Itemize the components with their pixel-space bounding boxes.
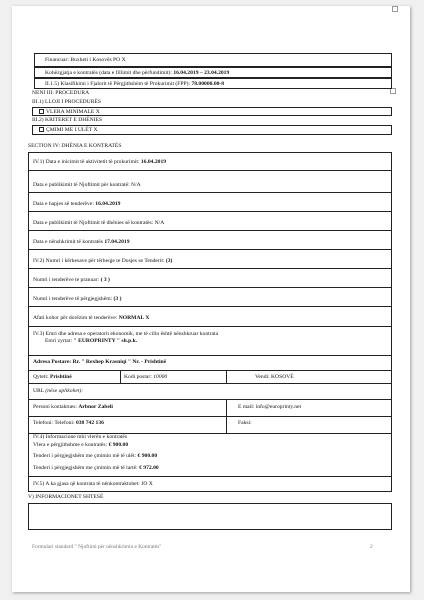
highest-tender-value: € 972.00 <box>139 465 159 471</box>
city-label: Qyteti: <box>33 374 49 380</box>
highest-tender-label: Tenderi i përgjegjshëm me çmimin më të lartë: <box>33 465 138 471</box>
tenders-received-value: ( 3 ) <box>100 277 110 283</box>
operator-heading: IV.3) Emri dhe adresa e operatorit ekonomik, me të cilin është nënshkruar kontrata <box>33 331 219 337</box>
financing-box <box>34 53 392 67</box>
signing-row <box>33 239 129 246</box>
url-row <box>33 388 83 395</box>
url-note: (nëse aplikohet): <box>45 388 84 394</box>
procedure-value-row <box>39 109 100 116</box>
postal-code-row <box>124 374 167 381</box>
award-notice: Data e publikimit të Njoftimit të dhënies së kontratës: N/A <box>33 220 165 226</box>
lowest-tender-row <box>33 453 157 460</box>
lowest-tender-value: € 900.00 <box>137 453 158 459</box>
subcontract-value: JO X <box>141 481 153 487</box>
section5-title: V) INFORMACIONET SHTESË <box>28 494 104 500</box>
procedure-value: VLERA MINIMALE X <box>46 109 100 115</box>
row-divider <box>29 306 391 307</box>
postal-code-label: Kodi postar: <box>124 374 152 380</box>
section4-title: SECTION IV: DHËNIA E KONTRATËS <box>28 143 122 149</box>
tenders-received-row <box>33 277 110 284</box>
country: Vendi: KOSOVË <box>255 374 294 380</box>
procedure-type-heading: III.1) LLOJI I PROCEDURËS <box>32 99 101 105</box>
lowest-tender-label: Tenderi i përgjegjshëm me çmimin më të ulët: <box>33 453 137 459</box>
docs-requested-row <box>33 258 172 265</box>
procedure-value-box <box>32 107 392 116</box>
contract-duration <box>45 70 229 77</box>
contact-value: Arbnor Zabeli <box>78 404 113 410</box>
cell-divider <box>226 370 227 383</box>
subcontract-label: IV.5) A ka gjasa që kontrata të nënkontraktohet: <box>33 481 140 487</box>
city-row <box>33 374 72 381</box>
phone-row <box>33 420 104 427</box>
row-divider <box>29 383 391 384</box>
cpv-box <box>34 78 392 89</box>
fax: Faksi: <box>238 420 252 426</box>
cell-divider <box>120 370 121 383</box>
row-divider <box>29 192 391 193</box>
contact-row <box>33 404 113 411</box>
contract-duration-value: 16.04.2019 – 23.04.2019 <box>173 70 230 76</box>
checkbox-icon[interactable] <box>39 127 44 132</box>
total-value-row <box>33 442 128 449</box>
signing-value: 17.04.2019 <box>104 239 130 245</box>
row-divider <box>29 170 391 171</box>
tenders-received-label: Numri i tenderëve te pranuar: <box>33 277 100 283</box>
start-date-label: IV.1) Data e inicimit të aktivitetit të prokurimit: <box>33 159 140 165</box>
tender-opening-label: Data e hapjes së tenderëve: <box>33 201 94 207</box>
city-value: Prishtinë <box>49 374 72 380</box>
standstill-value: NORMAL X <box>118 315 150 321</box>
cpv-code <box>45 81 224 88</box>
standstill-row <box>33 315 149 322</box>
start-date-row <box>33 159 166 166</box>
section3-title: NENI III: PROCEDURA <box>32 90 90 96</box>
tenders-evaluated-row <box>33 296 121 303</box>
phone-label: Telefoni: Telefoni: <box>33 420 75 426</box>
tenders-evaluated-value: (3 ) <box>113 296 122 302</box>
tenders-evaluated-label: Numri i tenderëve të përgjegjshëm: <box>33 296 113 302</box>
award-criteria-heading: III.2) KRITERET E DHËNIES <box>32 117 103 123</box>
page-corner-marker <box>392 6 398 12</box>
contact-label: Personi kontaktues: <box>33 404 77 410</box>
row-divider <box>29 211 391 212</box>
contract-duration-box <box>34 67 392 78</box>
cpv-value: 78.00000.00-8 <box>191 81 225 87</box>
award-value-row <box>39 127 97 134</box>
row-divider <box>29 370 391 371</box>
postal-code-value: 10000 <box>153 374 168 380</box>
row-divider <box>29 399 391 400</box>
row-divider <box>29 476 391 477</box>
highest-tender-row <box>33 465 159 472</box>
url-label: URL <box>33 388 44 394</box>
row-divider <box>29 416 391 417</box>
official-name-row <box>45 338 137 345</box>
email: E mail: info@europrinty.net <box>238 404 302 410</box>
official-name-value: " EUROPRINTY " sh.p.k. <box>73 338 138 344</box>
row-divider <box>29 355 391 356</box>
award-value: ÇMIMI ME I ULËT X <box>46 127 98 133</box>
additional-info-box <box>28 503 392 530</box>
signing-label: Data e nënshkrimit të kontratës <box>33 239 103 245</box>
row-divider <box>29 230 391 231</box>
contract-duration-label: Kohëzgjatja e kontratës (data e fillimit dhe përfundimit): <box>45 70 172 76</box>
row-divider <box>29 249 391 250</box>
total-value-value: € 900.00 <box>108 442 129 448</box>
postal-address: Adresa Postare: Rr. " Rexhep Krasniqi " Nr. - Prishtinë <box>33 359 167 365</box>
financing-text: Financuar: Buxheti i Kosovës PO X <box>45 57 126 63</box>
checkbox-icon[interactable] <box>39 109 44 114</box>
tender-opening-row <box>33 201 120 208</box>
row-divider <box>29 326 391 327</box>
cpv-label: II.1.5) Klasifikimi i Fjalorit të Përgjithshëm të Prokurimit (FPP): <box>45 81 191 87</box>
publication-notice: Data e publikimit të Njoftimit për kontratë: N/A <box>33 182 141 188</box>
official-name-label: Emri zyrtar: <box>45 338 73 344</box>
row-divider <box>29 268 391 269</box>
subcontract-row <box>33 481 153 488</box>
docs-requested-label: IV.2) Numri i kërkesave për tërheqje te Dosjes se Tenderit: <box>33 258 165 264</box>
document-page <box>12 6 410 592</box>
footer-form-name: Formulari standard " Njoftimi për nënshkrimin e Kontratës" <box>32 544 162 550</box>
row-divider <box>29 287 391 288</box>
start-date-value: 16.04.2019 <box>140 159 167 165</box>
tender-opening-value: 16.04.2019 <box>95 201 121 207</box>
total-value-label: Vlera e përgjithshme e kontratës: <box>33 442 108 448</box>
value-info-heading: IV.4) Informacione mbi vlerën e kontratës <box>33 434 128 440</box>
phone-value: 038 742 136 <box>75 420 104 426</box>
award-value-box <box>32 125 392 135</box>
docs-requested-value: (3) <box>165 258 173 264</box>
section4-table <box>28 152 392 492</box>
footer-page-number: 2 <box>370 544 373 550</box>
standstill-label: Afati kohor për dorëzim të tenderëve: <box>33 315 118 321</box>
